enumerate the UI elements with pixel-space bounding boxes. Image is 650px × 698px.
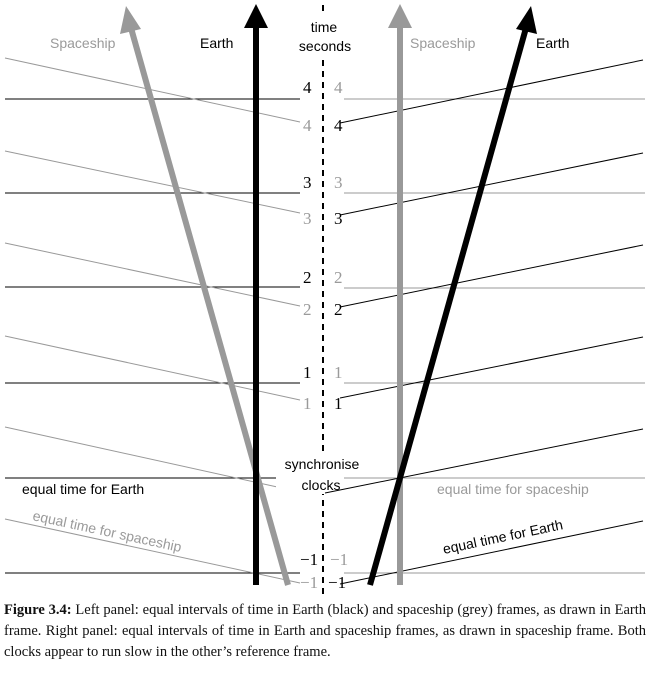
left-ship-tick-m1: −1 xyxy=(300,573,319,592)
right-earth-tick-3: 3 xyxy=(334,209,343,228)
left-ship-tick-3: 3 xyxy=(303,209,312,228)
left-earth-tick-3: 3 xyxy=(303,173,312,192)
left-earth-tick-2: 2 xyxy=(303,268,312,287)
left-equal-time-spaceship: equal time for spaceship xyxy=(31,507,184,556)
left-earth-tick-m1: −1 xyxy=(300,550,319,569)
figure-caption-text: Left panel: equal intervals of time in Earth (black) and spaceship (grey) frames, as drawn in Earth frame. Right panel: equal intervals of time in Earth and spaceship frames, as drawn in spaceship frame. Both clocks appear to run slow in the other’s reference frame. xyxy=(4,602,646,660)
right-earth-tick-2: 2 xyxy=(334,300,343,319)
right-ship-tick-m1: −1 xyxy=(330,550,349,569)
left-spaceship-worldline xyxy=(131,28,288,585)
left-ship-tick-2: 2 xyxy=(303,300,312,319)
seconds-label: seconds xyxy=(298,38,352,54)
left-ship-tick-4: 4 xyxy=(303,116,312,135)
sync-label-line1: synchronise xyxy=(284,456,360,472)
figure-caption-label: Figure 3.4: xyxy=(4,602,72,618)
right-ship-tick-1: 1 xyxy=(334,363,343,382)
time-label: time xyxy=(310,19,338,35)
right-earth-line-2 xyxy=(340,245,643,307)
left-earth-label: Earth xyxy=(200,35,234,51)
right-earth-label: Earth xyxy=(536,35,570,51)
sync-label-line2: clocks xyxy=(301,477,341,493)
right-ship-tick-2: 2 xyxy=(334,268,343,287)
right-equal-time-spaceship: equal time for spaceship xyxy=(437,481,589,497)
left-earth-tick-4: 4 xyxy=(303,78,312,97)
figure-caption xyxy=(4,600,646,663)
right-spaceship-label: Spaceship xyxy=(410,35,476,51)
left-earth-arrowhead xyxy=(244,4,268,28)
right-spaceship-arrowhead xyxy=(388,4,412,28)
right-earth-arrowhead xyxy=(516,6,537,34)
right-earth-tick-1: 1 xyxy=(334,394,343,413)
left-earth-tick-1: 1 xyxy=(303,363,312,382)
right-earth-tick-4: 4 xyxy=(334,116,343,135)
left-panel xyxy=(5,4,318,592)
right-earth-tick-m1: −1 xyxy=(328,573,347,592)
right-equal-time-earth: equal time for Earth xyxy=(441,516,565,557)
right-ship-tick-4: 4 xyxy=(334,78,343,97)
right-earth-line-4 xyxy=(340,60,643,123)
left-spaceship-label: Spaceship xyxy=(50,35,116,51)
right-earth-line-1 xyxy=(340,337,643,398)
left-spaceship-arrowhead xyxy=(120,6,141,34)
left-ship-tick-1: 1 xyxy=(303,394,312,413)
right-ship-tick-3: 3 xyxy=(334,173,343,192)
right-panel xyxy=(325,4,645,592)
left-equal-time-earth: equal time for Earth xyxy=(22,481,145,497)
